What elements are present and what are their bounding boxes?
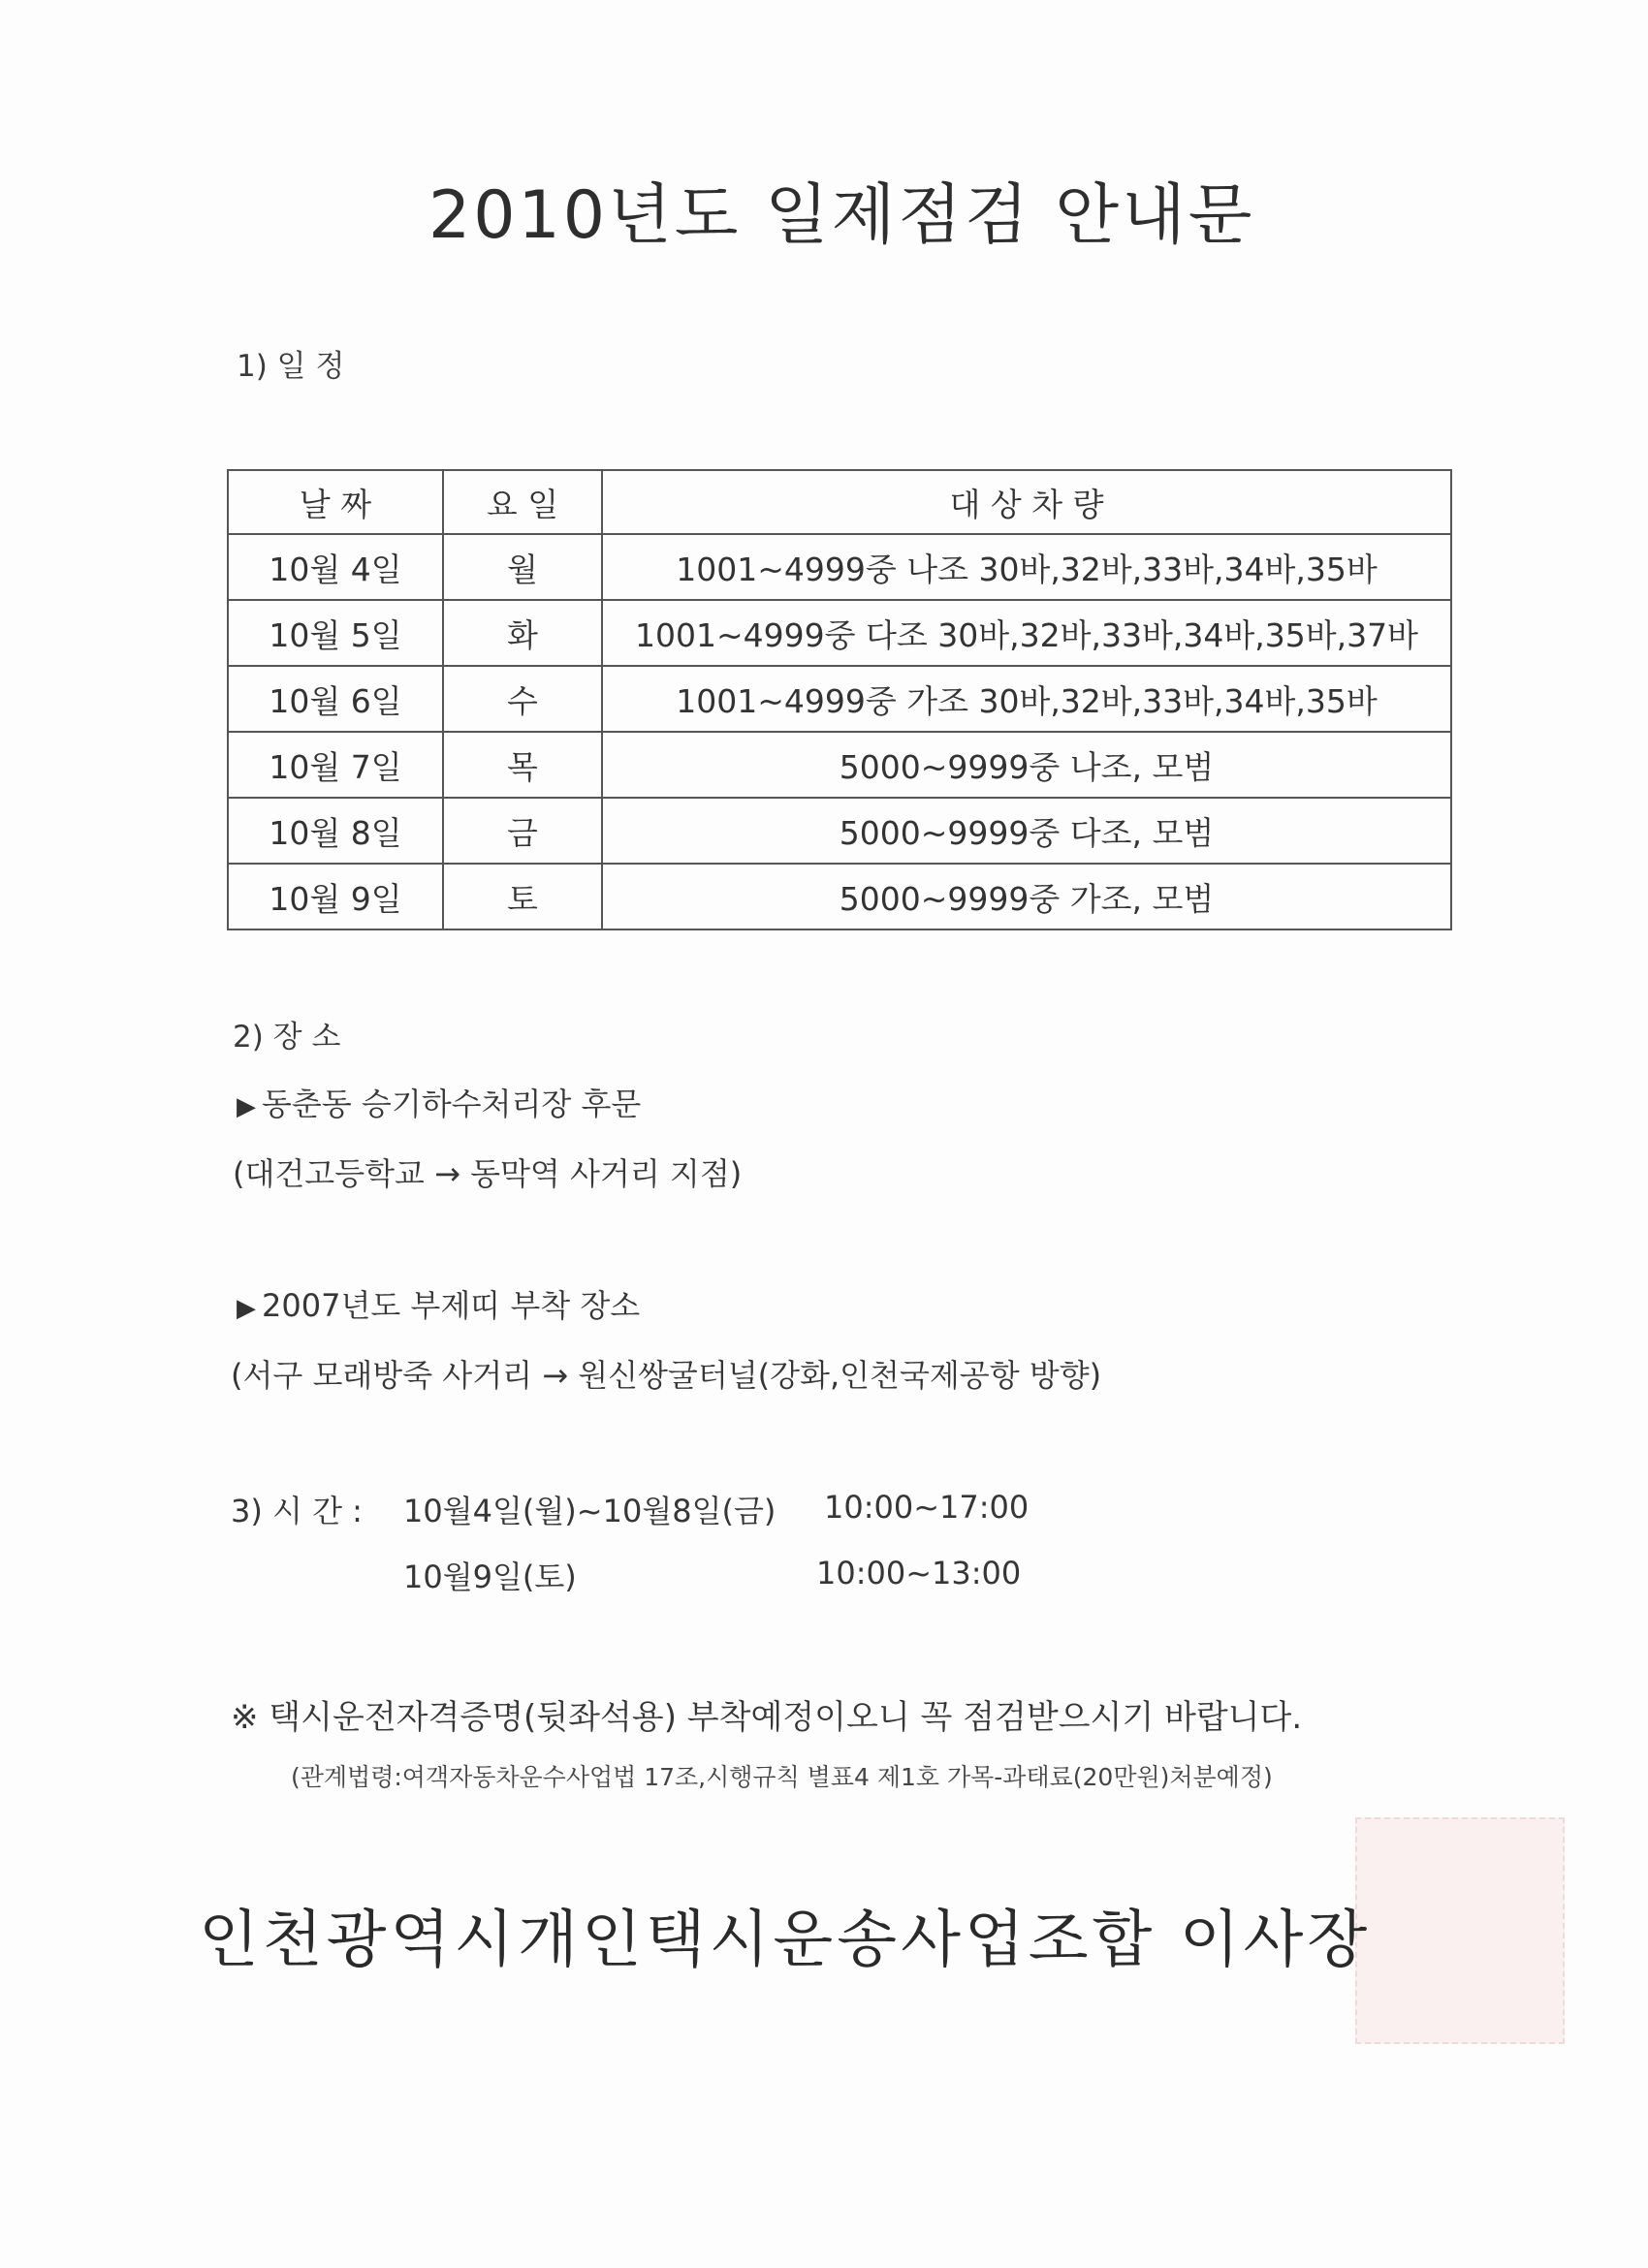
bullet-arrow-icon: ▶ — [237, 1294, 256, 1323]
row-target: 1001~4999중 가조 30바,32바,33바,34바,35바 — [602, 666, 1451, 732]
row-day: 화 — [443, 600, 602, 666]
header-date: 날 짜 — [228, 470, 443, 534]
section-schedule-heading: 1) 일 정 — [237, 349, 345, 384]
header-day: 요 일 — [443, 470, 602, 534]
place-1 — [237, 1080, 641, 1124]
time-weekdays: 10월4일(월)~10월8일(금) — [403, 1493, 776, 1529]
row-day: 금 — [443, 798, 602, 864]
place-1-label: 동춘동 승기하수처리장 후문 — [262, 1086, 642, 1122]
header-target: 대 상 차 량 — [602, 470, 1451, 534]
table-row — [228, 600, 1451, 666]
issuer-signature: 인천광역시개인택시운송사업조합 이사장 — [199, 1905, 1372, 1976]
section-time-heading: 3) 시 간 : — [231, 1493, 363, 1529]
bullet-arrow-icon: ▶ — [237, 1092, 256, 1121]
row-date: 10월 9일 — [228, 864, 443, 929]
row-target: 1001~4999중 다조 30바,32바,33바,34바,35바,37바 — [602, 600, 1451, 666]
place-2-label: 2007년도 부제띠 부착 장소 — [262, 1287, 641, 1324]
time-weekdays-hours: 10:00~17:00 — [824, 1489, 1030, 1526]
row-date: 10월 6일 — [228, 666, 443, 732]
table-row — [228, 798, 1451, 864]
time-saturday: 10월9일(토) — [403, 1559, 577, 1595]
row-day: 목 — [443, 732, 602, 798]
row-date: 10월 7일 — [228, 732, 443, 798]
table-row — [228, 534, 1451, 600]
row-date: 10월 5일 — [228, 600, 443, 666]
table-row — [228, 864, 1451, 929]
table-header-row — [228, 470, 1451, 534]
place-1-detail: (대건고등학교 → 동막역 사거리 지점) — [233, 1155, 743, 1192]
section-place-heading: 2) 장 소 — [233, 1020, 341, 1055]
table-row — [228, 732, 1451, 798]
page-title: 2010년도 일제점검 안내문 — [428, 177, 1255, 254]
table-row — [228, 666, 1451, 732]
row-day: 토 — [443, 864, 602, 929]
row-day: 수 — [443, 666, 602, 732]
place-2 — [237, 1281, 640, 1326]
row-target: 5000~9999중 가조, 모범 — [602, 864, 1451, 929]
schedule-table — [227, 469, 1452, 930]
legal-reference: (관계법령:여객자동차운수사업법 17조,시행규칙 별표4 제1호 가목-과태료(20만원)처분예정) — [291, 1763, 1273, 1791]
row-target: 5000~9999중 나조, 모범 — [602, 732, 1451, 798]
row-date: 10월 4일 — [228, 534, 443, 600]
time-saturday-hours: 10:00~13:00 — [816, 1555, 1022, 1591]
place-2-detail: (서구 모래방죽 사거리 → 원신쌍굴터널(강화,인천국제공항 방향) — [231, 1357, 1102, 1394]
row-target: 5000~9999중 다조, 모범 — [602, 798, 1451, 864]
row-target: 1001~4999중 나조 30바,32바,33바,34바,35바 — [602, 534, 1451, 600]
row-day: 월 — [443, 534, 602, 600]
seal-stamp — [1355, 1817, 1565, 2044]
row-date: 10월 8일 — [228, 798, 443, 864]
notice-text: ※ 택시운전자격증명(뒷좌석용) 부착예정이오니 꼭 점검받으시기 바랍니다. — [231, 1698, 1303, 1737]
